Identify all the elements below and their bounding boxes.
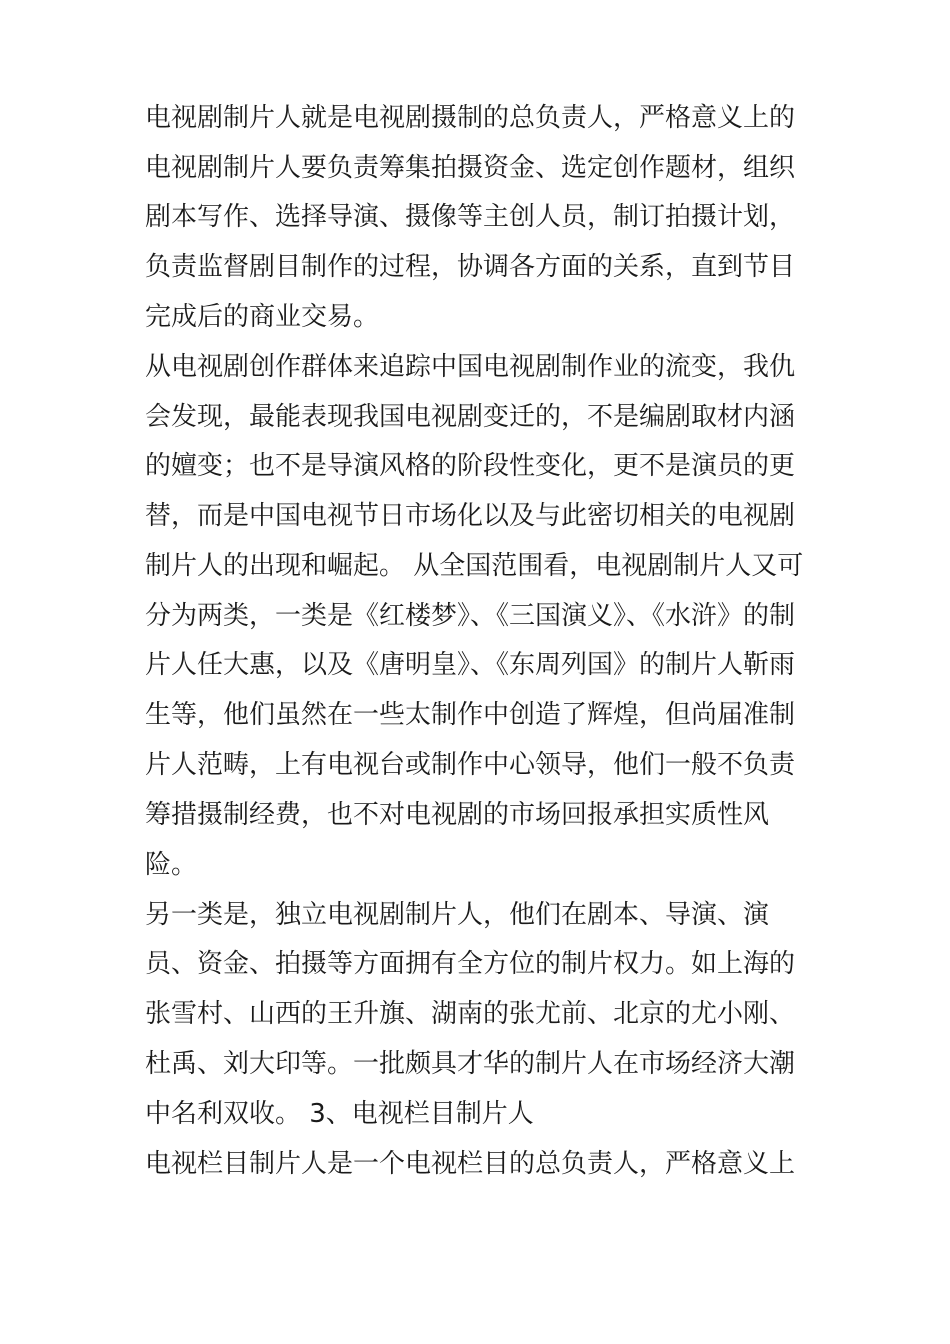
text-line: 完成后的商业交易。 xyxy=(145,302,380,332)
text-line: 另一类是，独立电视剧制片人，他们在剧本、导演、演 xyxy=(145,900,770,930)
text-line: 险。 xyxy=(145,850,198,880)
text-line: 筹措摄制经费，也不对电视剧的市场回报承担实质性风 xyxy=(145,800,770,830)
text-line: 负责监督剧目制作的过程，协调各方面的关系，直到节目 xyxy=(145,252,796,282)
text-line: 生等，他们虽然在一些太制作中创造了辉煌，但尚届准制 xyxy=(145,700,796,730)
text-line: 电视剧制片人就是电视剧摄制的总负责人，严格意义上的 xyxy=(145,103,796,133)
text-line: 替，而是中国电视节日市场化以及与此密切相关的电视剧 xyxy=(145,501,796,531)
text-line: 电视剧制片人要负责筹集拍摄资金、选定创作题材，组织 xyxy=(145,153,796,183)
text-line: 片人范畴，上有电视台或制作中心领导，他们一般不负责 xyxy=(145,750,796,780)
text-line: 剧本写作、选择导演、摄像等主创人员，制订拍摄计划， xyxy=(145,202,796,232)
text-line: 片人任大惠，以及《唐明皇》、《东周列国》的制片人靳雨 xyxy=(145,650,796,680)
text-line: 从电视剧创作群体来追踪中国电视剧制作业的流变，我仇 xyxy=(145,352,796,382)
text-line: 制片人的出现和崛起。 从全国范围看，电视剧制片人又可 xyxy=(145,551,804,581)
text-line: 杜禹、刘大印等。一批颇具才华的制片人在市场经济大潮 xyxy=(145,1049,796,1079)
text-line: 分为两类，一类是《红楼梦》、《三国演义》、《水浒》的制 xyxy=(145,601,796,631)
text-line: 张雪村、山西的王升旗、湖南的张尤前、北京的尤小刚、 xyxy=(145,999,796,1029)
text-line: 电视栏目制片人是一个电视栏目的总负责人，严格意义上 xyxy=(145,1149,796,1179)
text-line: 的嬗变；也不是导演风格的阶段性变化，更不是演员的更 xyxy=(145,451,796,481)
text-line: 中名利双收。 3、电视栏目制片人 xyxy=(145,1099,534,1129)
text-line: 员、资金、拍摄等方面拥有全方位的制片权力。如上海的 xyxy=(145,949,796,979)
text-line: 会发现，最能表现我国电视剧变迁的，不是编剧取材内涵 xyxy=(145,402,796,432)
